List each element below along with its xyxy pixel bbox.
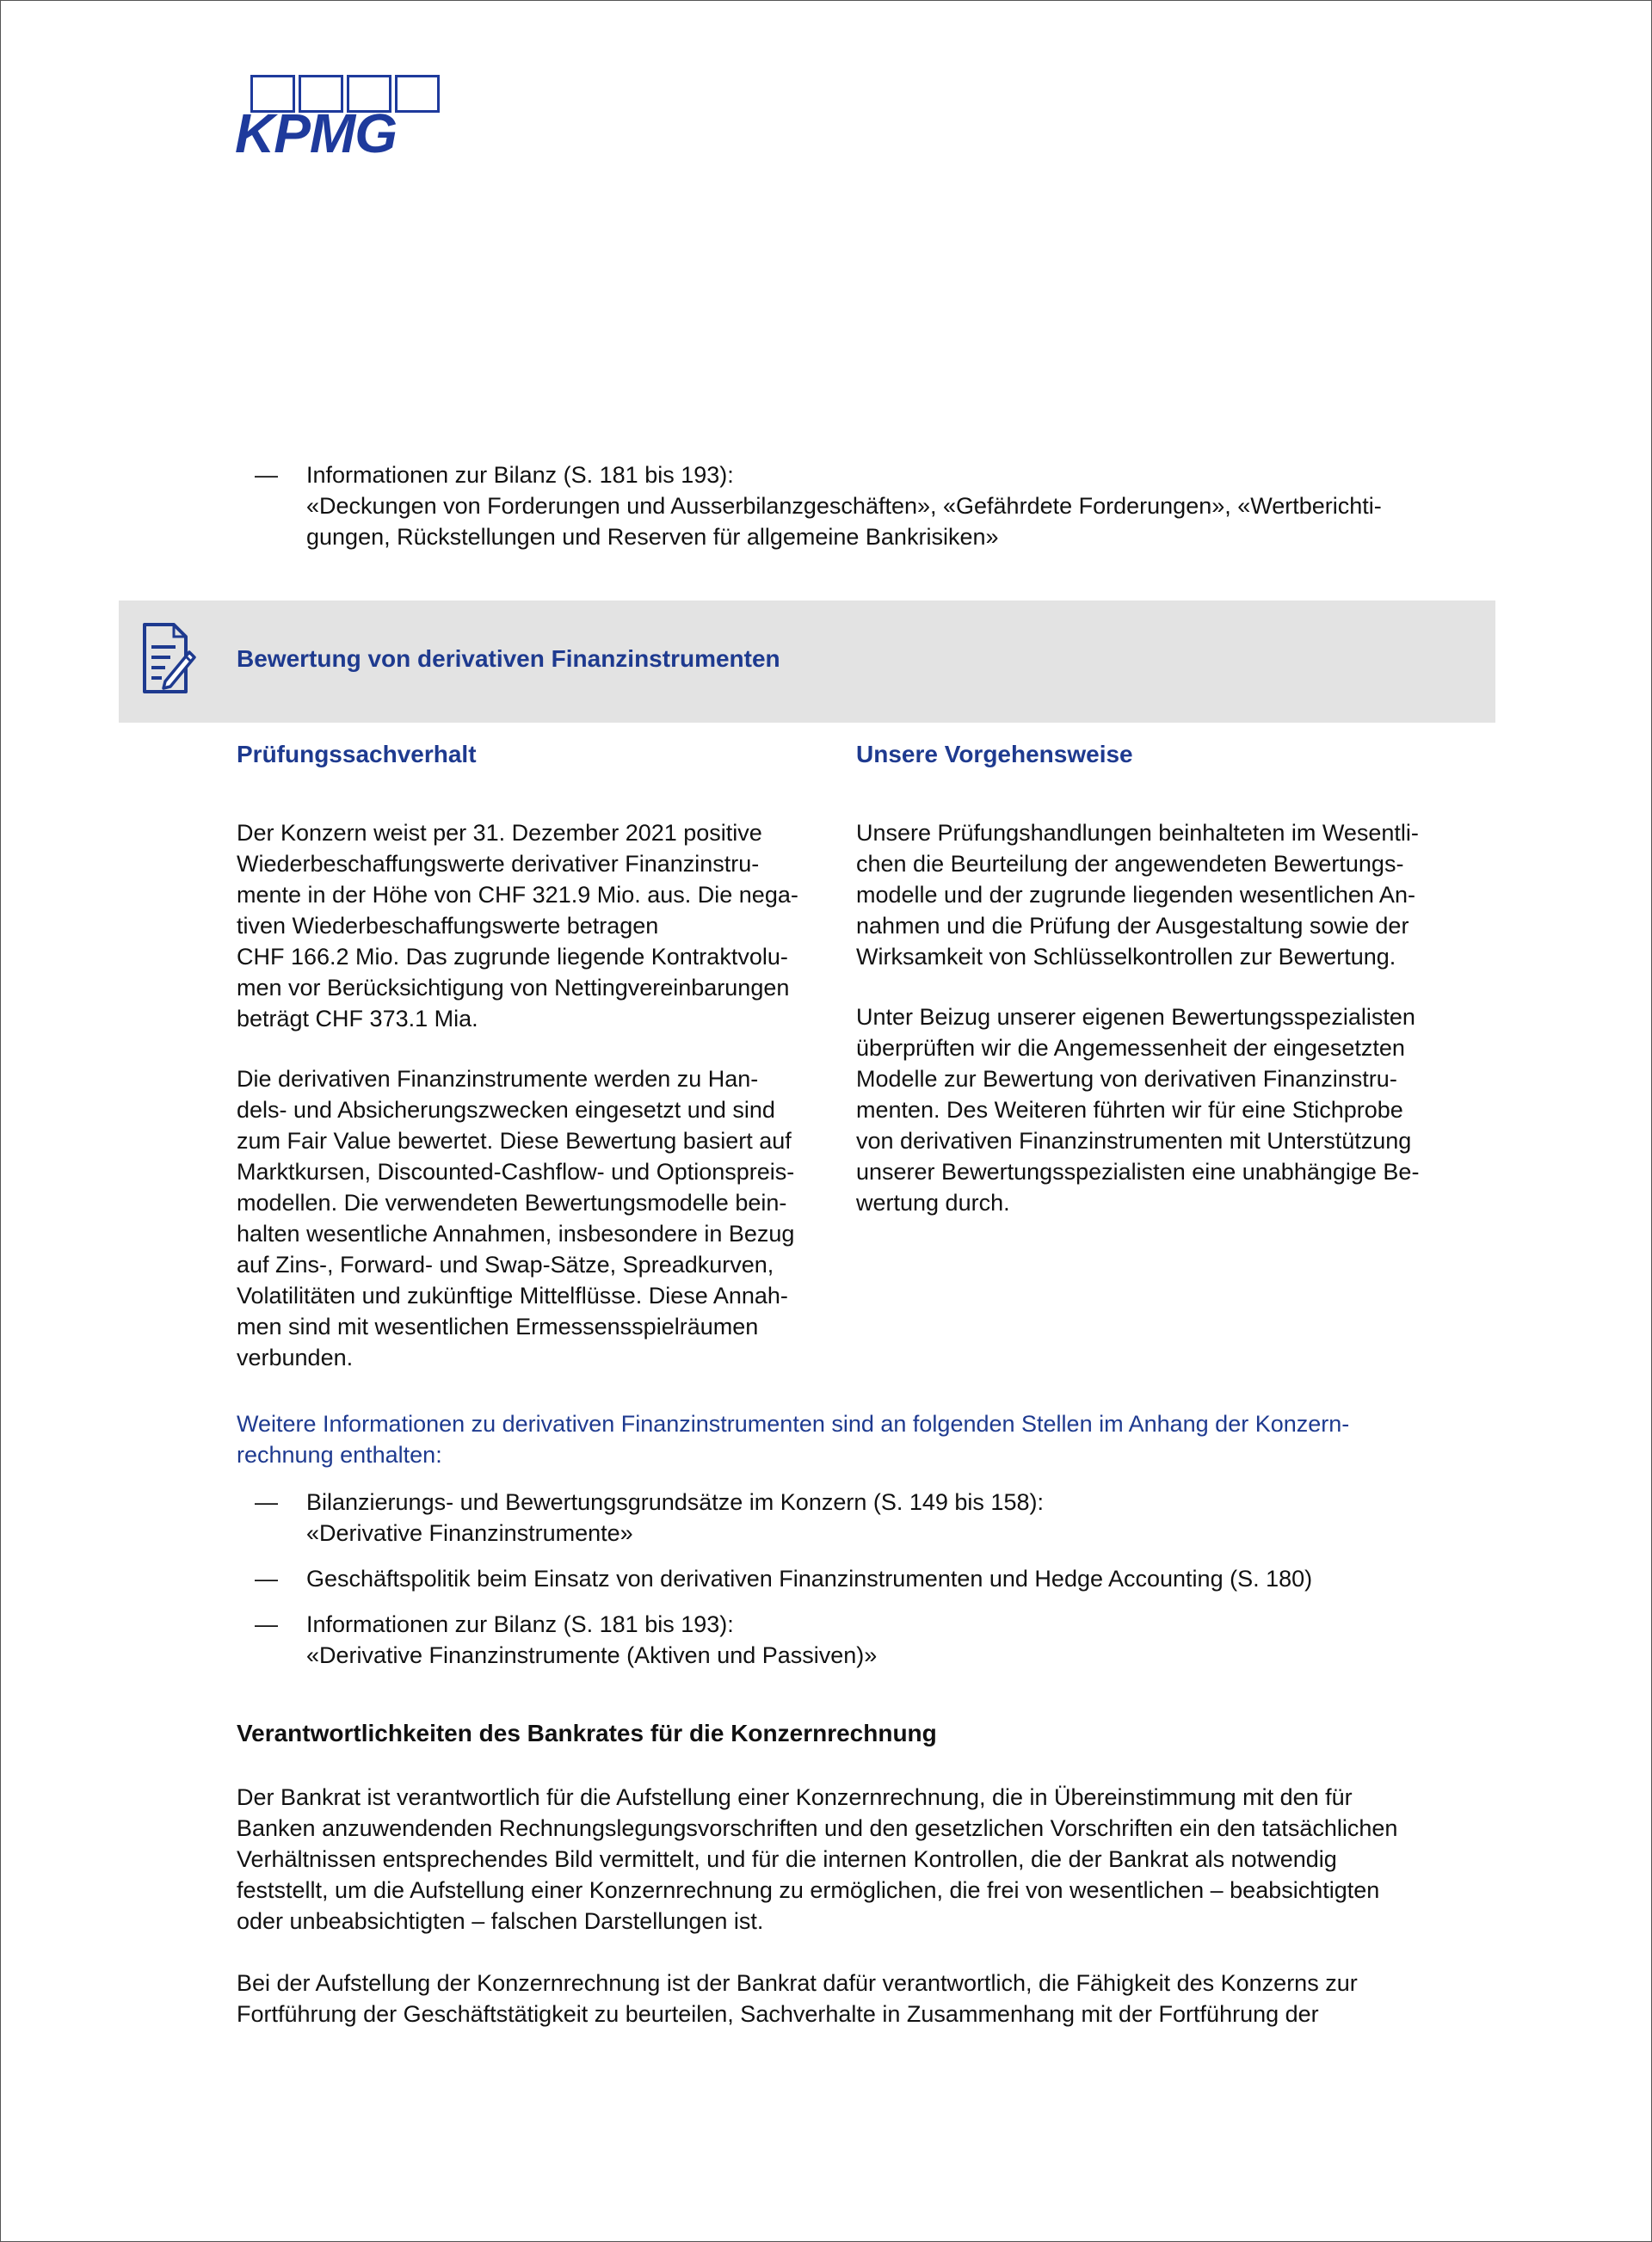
text-line: mente in der Höhe von CHF 321.9 Mio. aus. Die nega-: [237, 882, 798, 908]
banner-title: Bewertung von derivativen Finanzinstrumenten: [237, 645, 780, 672]
text-line: modellen. Die verwendeten Bewertungsmodelle bein-: [237, 1190, 787, 1216]
text-line: Der Bankrat ist verantwortlich für die Aufstellung einer Konzernrechnung, die in Übereinstimmung mit den für: [237, 1784, 1353, 1810]
text-line: Verhältnissen entsprechendes Bild vermittelt, und für die internen Kontrollen, die der Bankrat als notwendig: [237, 1846, 1337, 1872]
list-line: Informationen zur Bilanz (S. 181 bis 193):: [306, 1611, 734, 1637]
right-column-heading: Unsere Vorgehensweise: [856, 741, 1133, 767]
text-line: chen die Beurteilung der angewendeten Bewertungs-: [856, 851, 1404, 877]
text-line: Modelle zur Bewertung von derivativen Finanzinstru-: [856, 1066, 1397, 1092]
list-line: Informationen zur Bilanz (S. 181 bis 193):: [306, 462, 734, 488]
dash-bullet: —: [255, 1611, 278, 1637]
text-line: auf Zins-, Forward- und Swap-Sätze, Spreadkurven,: [237, 1252, 774, 1278]
text-line: Fortführung der Geschäftstätigkeit zu beurteilen, Sachverhalte in Zusammenhang mit der Fortführung der: [237, 2001, 1319, 2027]
logo-text: KPMG: [235, 102, 397, 164]
left-paragraph-1: [237, 817, 839, 1034]
text-line: unserer Bewertungsspezialisten eine unabhängige Be-: [856, 1159, 1420, 1185]
kpmg-logo: [235, 75, 435, 164]
list-line: «Derivative Finanzinstrumente (Aktiven und Passiven)»: [306, 1642, 878, 1668]
list-line: «Derivative Finanzinstrumente»: [306, 1520, 633, 1546]
left-paragraph-2: [237, 1063, 839, 1373]
text-line: Wiederbeschaffungswerte derivativer Finanzinstru-: [237, 851, 760, 877]
text-line: zum Fair Value bewertet. Diese Bewertung basiert auf: [237, 1128, 792, 1154]
text-line: modelle und der zugrunde liegenden wesentlichen An-: [856, 882, 1415, 908]
text-line: oder unbeabsichtigten – falschen Darstellungen ist.: [237, 1908, 764, 1934]
text-line: Der Konzern weist per 31. Dezember 2021 positive: [237, 820, 762, 846]
right-paragraph-1: [856, 817, 1476, 972]
text-line: CHF 166.2 Mio. Das zugrunde liegende Kontraktvolu-: [237, 944, 788, 970]
section-banner: [119, 601, 1495, 723]
document-edit-icon: [136, 619, 196, 697]
text-line: beträgt CHF 373.1 Mia.: [237, 1006, 478, 1032]
text-line: Weitere Informationen zu derivativen Finanzinstrumenten sind an folgenden Stellen im Anhang der Konzern-: [237, 1411, 1350, 1437]
text-line: verbunden.: [237, 1345, 354, 1370]
text-line: von derivativen Finanzinstrumenten mit Unterstützung: [856, 1128, 1412, 1154]
text-line: rechnung enthalten:: [237, 1442, 442, 1468]
text-line: men sind mit wesentlichen Ermessensspielräumen: [237, 1314, 759, 1340]
text-line: dels- und Absicherungszwecken eingesetzt und sind: [237, 1097, 775, 1123]
right-paragraph-2: [856, 1001, 1476, 1218]
list-line: gungen, Rückstellungen und Reserven für allgemeine Bankrisiken»: [306, 524, 999, 550]
list-line: «Deckungen von Forderungen und Ausserbilanzgeschäften», «Gefährdete Forderungen», «Wertberichti-: [306, 493, 1382, 519]
text-line: halten wesentliche Annahmen, insbesondere in Bezug: [237, 1221, 795, 1247]
left-column-heading: Prüfungssachverhalt: [237, 741, 477, 767]
responsibilities-paragraph-1: [237, 1782, 1493, 1937]
text-line: überprüften wir die Angemessenheit der eingesetzten: [856, 1035, 1405, 1061]
text-line: men vor Berücksichtigung von Nettingvereinbarungen: [237, 975, 790, 1001]
text-line: feststellt, um die Aufstellung einer Konzernrechnung zu ermöglichen, die frei von wesentlichen – beabsichtigten: [237, 1877, 1380, 1903]
dash-bullet: —: [255, 1566, 278, 1592]
text-line: Unsere Prüfungshandlungen beinhalteten im Wesentli-: [856, 820, 1419, 846]
further-info-intro: [237, 1408, 1493, 1470]
text-line: Banken anzuwendenden Rechnungslegungsvorschriften und den gesetzlichen Vorschriften ein den tatsächlichen: [237, 1815, 1398, 1841]
responsibilities-paragraph-2: [237, 1968, 1493, 2030]
text-line: nahmen und die Prüfung der Ausgestaltung sowie der: [856, 913, 1409, 939]
text-line: Volatilitäten und zukünftige Mittelflüsse. Diese Annah-: [237, 1283, 788, 1309]
text-line: Bei der Aufstellung der Konzernrechnung ist der Bankrat dafür verantwortlich, die Fähigkeit des Konzerns zur: [237, 1970, 1358, 1996]
dash-bullet: —: [255, 1489, 278, 1515]
text-line: Unter Beizug unserer eigenen Bewertungsspezialisten: [856, 1004, 1415, 1030]
text-line: Marktkursen, Discounted-Cashflow- und Optionspreis-: [237, 1159, 795, 1185]
text-line: menten. Des Weiteren führten wir für eine Stichprobe: [856, 1097, 1403, 1123]
list-line: Geschäftspolitik beim Einsatz von derivativen Finanzinstrumenten und Hedge Accounting (S. 180): [306, 1566, 1313, 1592]
responsibilities-heading: Verantwortlichkeiten des Bankrates für die Konzernrechnung: [237, 1720, 937, 1746]
text-line: tiven Wiederbeschaffungswerte betragen: [237, 913, 659, 939]
text-line: Die derivativen Finanzinstrumente werden zu Han-: [237, 1066, 759, 1092]
text-line: Wirksamkeit von Schlüsselkontrollen zur Bewertung.: [856, 944, 1396, 970]
text-line: wertung durch.: [856, 1190, 1010, 1216]
dash-bullet: —: [255, 462, 278, 488]
list-line: Bilanzierungs- und Bewertungsgrundsätze im Konzern (S. 149 bis 158):: [306, 1489, 1044, 1515]
